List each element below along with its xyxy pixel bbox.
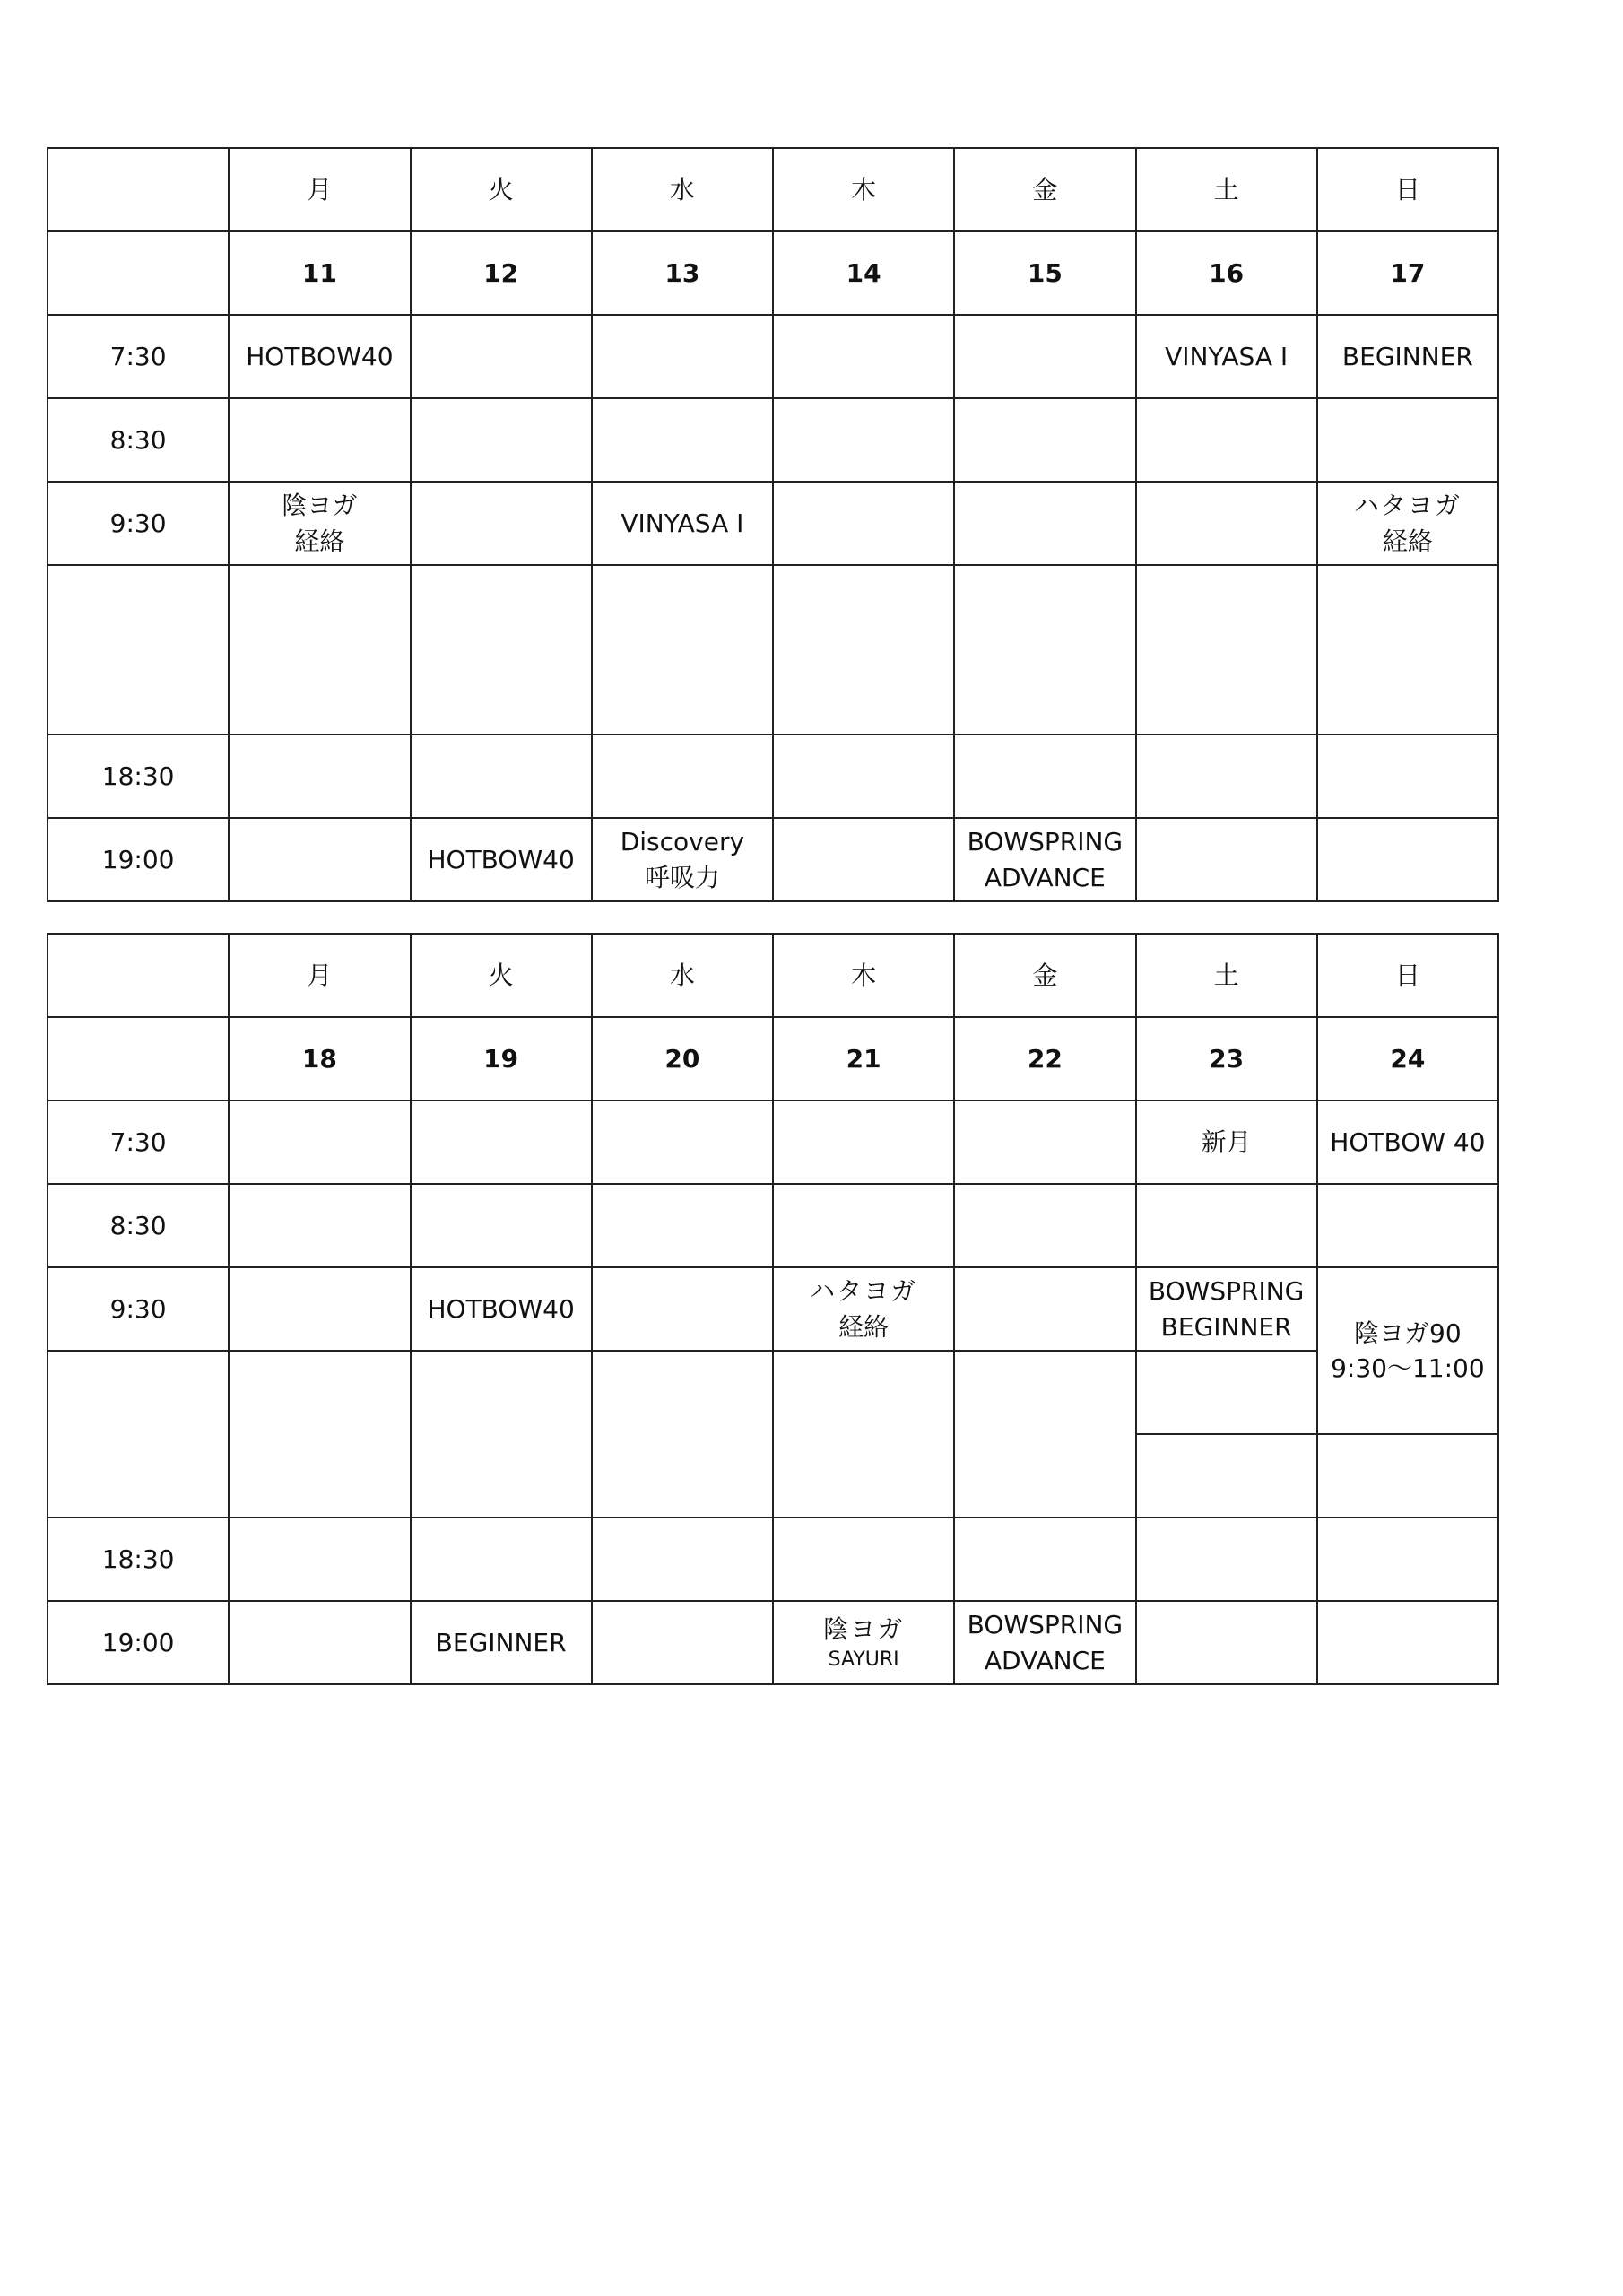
date-cell: 19 (411, 1017, 592, 1100)
class-cell (229, 1601, 410, 1684)
date-cell: 22 (954, 1017, 1135, 1100)
time-cell: 19:00 (48, 1601, 229, 1684)
class-subtitle: 呼吸力 (644, 862, 720, 892)
time-row-0830 (48, 1184, 1498, 1267)
class-cell: VINYASA Ⅰ (592, 482, 773, 565)
time-row-1900 (48, 1601, 1498, 1684)
weekday-cell: 月 (229, 148, 410, 231)
class-cell: HOTBOW40 (229, 315, 410, 398)
date-cell: 12 (411, 231, 592, 315)
class-cell (411, 482, 592, 565)
class-cell (592, 315, 773, 398)
time-row-0930 (48, 1267, 1498, 1351)
corner-cell (48, 231, 229, 315)
class-name: BOWSPRING (967, 1610, 1124, 1640)
time-cell: 18:30 (48, 1518, 229, 1601)
weekday-cell: 木 (773, 148, 954, 231)
class-cell (773, 1601, 954, 1684)
class-cell: HOTBOW40 (411, 818, 592, 901)
time-row-1830 (48, 1518, 1498, 1601)
class-name: ハタヨガ (1353, 491, 1462, 521)
class-cell (229, 482, 410, 565)
date-cell: 14 (773, 231, 954, 315)
class-cell (592, 1601, 773, 1684)
class-cell: HOTBOW 40 (1317, 1100, 1498, 1184)
time-row-0730 (48, 1100, 1498, 1184)
time-cell: 19:00 (48, 818, 229, 901)
date-cell: 20 (592, 1017, 773, 1100)
class-cell: HOTBOW40 (411, 1267, 592, 1351)
weekday-cell: 火 (411, 148, 592, 231)
class-cell (1136, 818, 1317, 901)
corner-cell (48, 148, 229, 231)
class-cell (954, 818, 1135, 901)
class-cell (1317, 818, 1498, 901)
date-row (48, 1017, 1498, 1100)
class-cell (229, 1267, 410, 1351)
time-row-1900 (48, 818, 1498, 901)
class-cell (773, 315, 954, 398)
class-name: BOWSPRING (967, 827, 1124, 857)
class-cell (229, 398, 410, 482)
class-cell (1317, 482, 1498, 565)
time-cell: 8:30 (48, 1184, 229, 1267)
class-cell (592, 818, 773, 901)
class-subtitle: ADVANCE (984, 1645, 1106, 1675)
class-cell (411, 315, 592, 398)
date-cell: 15 (954, 231, 1135, 315)
class-cell (1136, 482, 1317, 565)
schedule-table-week2 (47, 933, 1499, 1685)
class-cell (773, 1267, 954, 1351)
date-row (48, 231, 1498, 315)
time-row-0830 (48, 398, 1498, 482)
date-cell: 11 (229, 231, 410, 315)
weekday-cell: 水 (592, 148, 773, 231)
corner-cell (48, 1017, 229, 1100)
time-cell: 8:30 (48, 398, 229, 482)
class-name: 陰ヨガ (282, 491, 358, 521)
blank-row (48, 565, 1498, 735)
instructor-name: SAYURI (828, 1648, 899, 1671)
time-row-0930 (48, 482, 1498, 565)
date-cell: 16 (1136, 231, 1317, 315)
class-subtitle: 経絡 (294, 526, 345, 556)
weekday-cell: 月 (229, 934, 410, 1017)
corner-cell (48, 934, 229, 1017)
class-cell: 新月 (1136, 1100, 1317, 1184)
class-cell: VINYASA Ⅰ (1136, 315, 1317, 398)
weekday-cell: 土 (1136, 148, 1317, 231)
class-cell (229, 818, 410, 901)
time-row-1830 (48, 735, 1498, 818)
weekday-cell: 金 (954, 934, 1135, 1017)
class-cell (954, 315, 1135, 398)
weekday-header-row (48, 148, 1498, 231)
class-cell (773, 398, 954, 482)
class-cell (592, 1267, 773, 1351)
class-time-range: 9:30～11:00 (1331, 1353, 1485, 1383)
weekday-header-row (48, 934, 1498, 1017)
class-name: 陰ヨガ90 (1354, 1318, 1462, 1348)
weekday-cell: 水 (592, 934, 773, 1017)
weekday-cell: 金 (954, 148, 1135, 231)
weekday-cell: 火 (411, 934, 592, 1017)
weekday-cell: 日 (1317, 148, 1498, 231)
date-cell: 13 (592, 231, 773, 315)
weekday-cell: 日 (1317, 934, 1498, 1017)
time-cell: 7:30 (48, 1100, 229, 1184)
time-row-0730 (48, 315, 1498, 398)
class-subtitle: 経絡 (838, 1311, 890, 1342)
time-cell: 9:30 (48, 1267, 229, 1351)
class-cell (1317, 1267, 1498, 1434)
class-cell (954, 1267, 1135, 1351)
class-cell (1136, 1267, 1317, 1351)
class-subtitle: 経絡 (1382, 526, 1433, 556)
class-name: 陰ヨガ (823, 1613, 905, 1644)
class-cell (773, 482, 954, 565)
time-cell: 9:30 (48, 482, 229, 565)
date-cell: 17 (1317, 231, 1498, 315)
class-cell (954, 398, 1135, 482)
date-cell: 24 (1317, 1017, 1498, 1100)
class-cell (1136, 398, 1317, 482)
class-name: Discovery (620, 827, 745, 857)
class-cell (1317, 1601, 1498, 1684)
date-cell: 23 (1136, 1017, 1317, 1100)
class-cell (773, 818, 954, 901)
class-cell (954, 482, 1135, 565)
class-cell (1317, 398, 1498, 482)
blank-row-upper (48, 1351, 1498, 1434)
class-subtitle: ADVANCE (984, 862, 1106, 892)
class-cell (954, 1601, 1135, 1684)
weekday-cell: 木 (773, 934, 954, 1017)
date-cell: 21 (773, 1017, 954, 1100)
time-cell: 7:30 (48, 315, 229, 398)
date-cell: 18 (229, 1017, 410, 1100)
class-cell (1136, 1601, 1317, 1684)
class-subtitle: BEGINNER (1160, 1311, 1292, 1342)
class-cell (592, 398, 773, 482)
class-cell: BEGINNER (411, 1601, 592, 1684)
class-cell: BEGINNER (1317, 315, 1498, 398)
schedule-table-week1 (47, 147, 1499, 902)
weekday-cell: 土 (1136, 934, 1317, 1017)
time-cell: 18:30 (48, 735, 229, 818)
class-name: BOWSPRING (1148, 1276, 1305, 1307)
class-name: ハタヨガ (810, 1276, 918, 1307)
class-cell (411, 398, 592, 482)
